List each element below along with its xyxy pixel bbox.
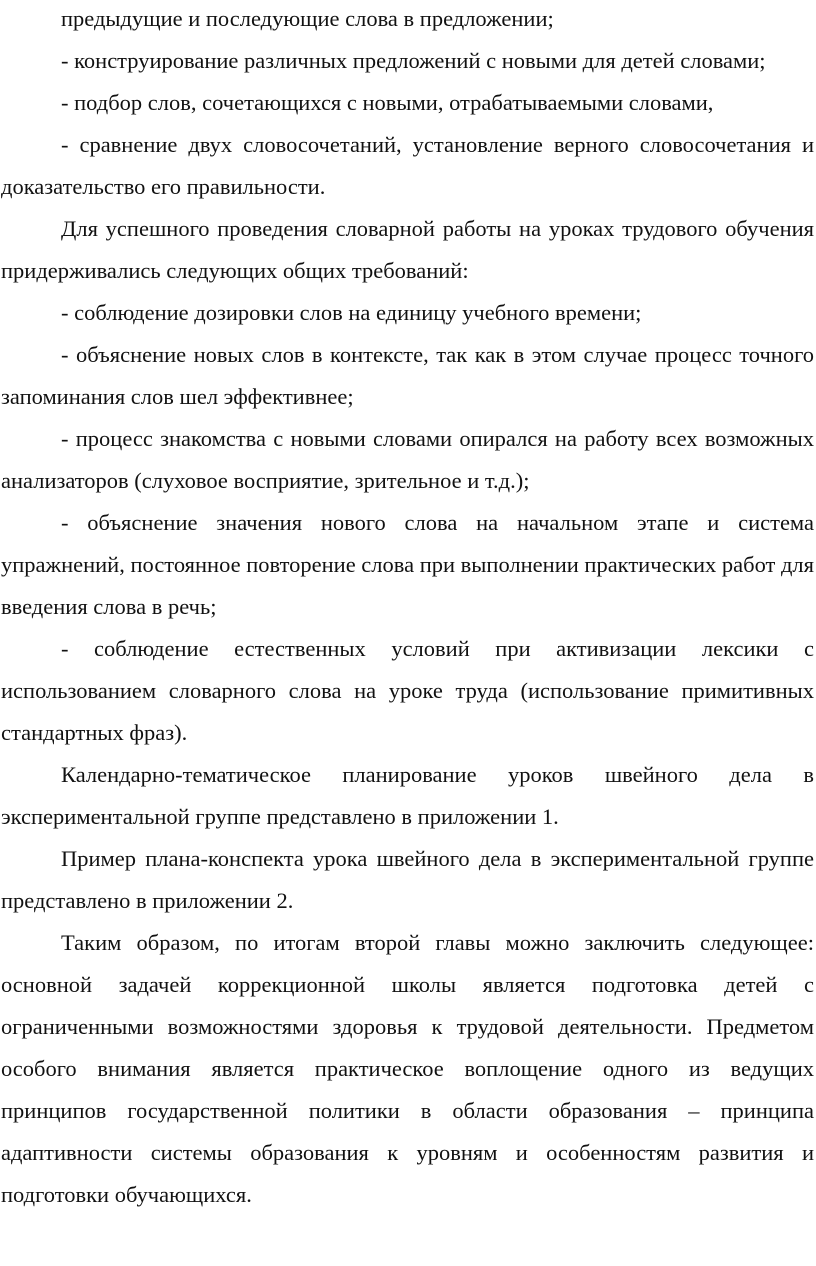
list-item-exercise-system: - объяснение значения нового слова на начальном этапе и система упражнений, постоянное повторение слова при выполнении практических работ для введения слова в речь; bbox=[1, 510, 815, 619]
list-item-context-explanation: - объяснение новых слов в контексте, так как в этом случае процесс точного запоминания слов шел эффективнее; bbox=[1, 342, 814, 409]
list-item-analyzers: - процесс знакомства с новыми словами опирался на работу всех возможных анализаторов (слуховое восприятие, зрительное и т.д.); bbox=[1, 426, 814, 493]
paragraph-lesson-plan-example: Пример плана-конспекта урока швейного дела в экспериментальной группе представлено в приложении 2. bbox=[1, 846, 814, 913]
list-item-phrase-comparison: - сравнение двух словосочетаний, установление верного словосочетания и доказательство его правильности. bbox=[1, 132, 814, 199]
list-item-natural-conditions: - соблюдение естественных условий при активизации лексики с использованием словарного слова на уроке труда (использование примитивных стандартных фраз). bbox=[1, 636, 814, 745]
list-item-word-selection: - подбор слов, сочетающихся с новыми, отрабатываемыми словами, bbox=[61, 90, 714, 115]
paragraph-calendar-planning: Календарно-тематическое планирование уроков швейного дела в экспериментальной группе представлено в приложении 1. bbox=[1, 762, 814, 829]
paragraph-chapter-conclusion: Таким образом, по итогам второй главы можно заключить следующее: основной задачей коррекционной школы является подготовка детей с ограниченными возможностями здоровья к трудовой деятельности. Предметом особого внимания является практическое воплощение одного из ведущих принципов государственной политики в области образования – принципа адаптивности системы образования к уровням и особенностям развития и подготовки обучающихся. bbox=[1, 930, 814, 1207]
list-item-word-dosage: - соблюдение дозировки слов на единицу учебного времени; bbox=[61, 300, 642, 325]
paragraph-continuation: предыдущие и последующие слова в предложении; bbox=[61, 6, 554, 31]
list-item-sentence-construction: - конструирование различных предложений с новыми для детей словами; bbox=[61, 48, 766, 73]
paragraph-requirements-intro: Для успешного проведения словарной работы на уроках трудового обучения придерживались следующих общих требований: bbox=[1, 216, 814, 283]
